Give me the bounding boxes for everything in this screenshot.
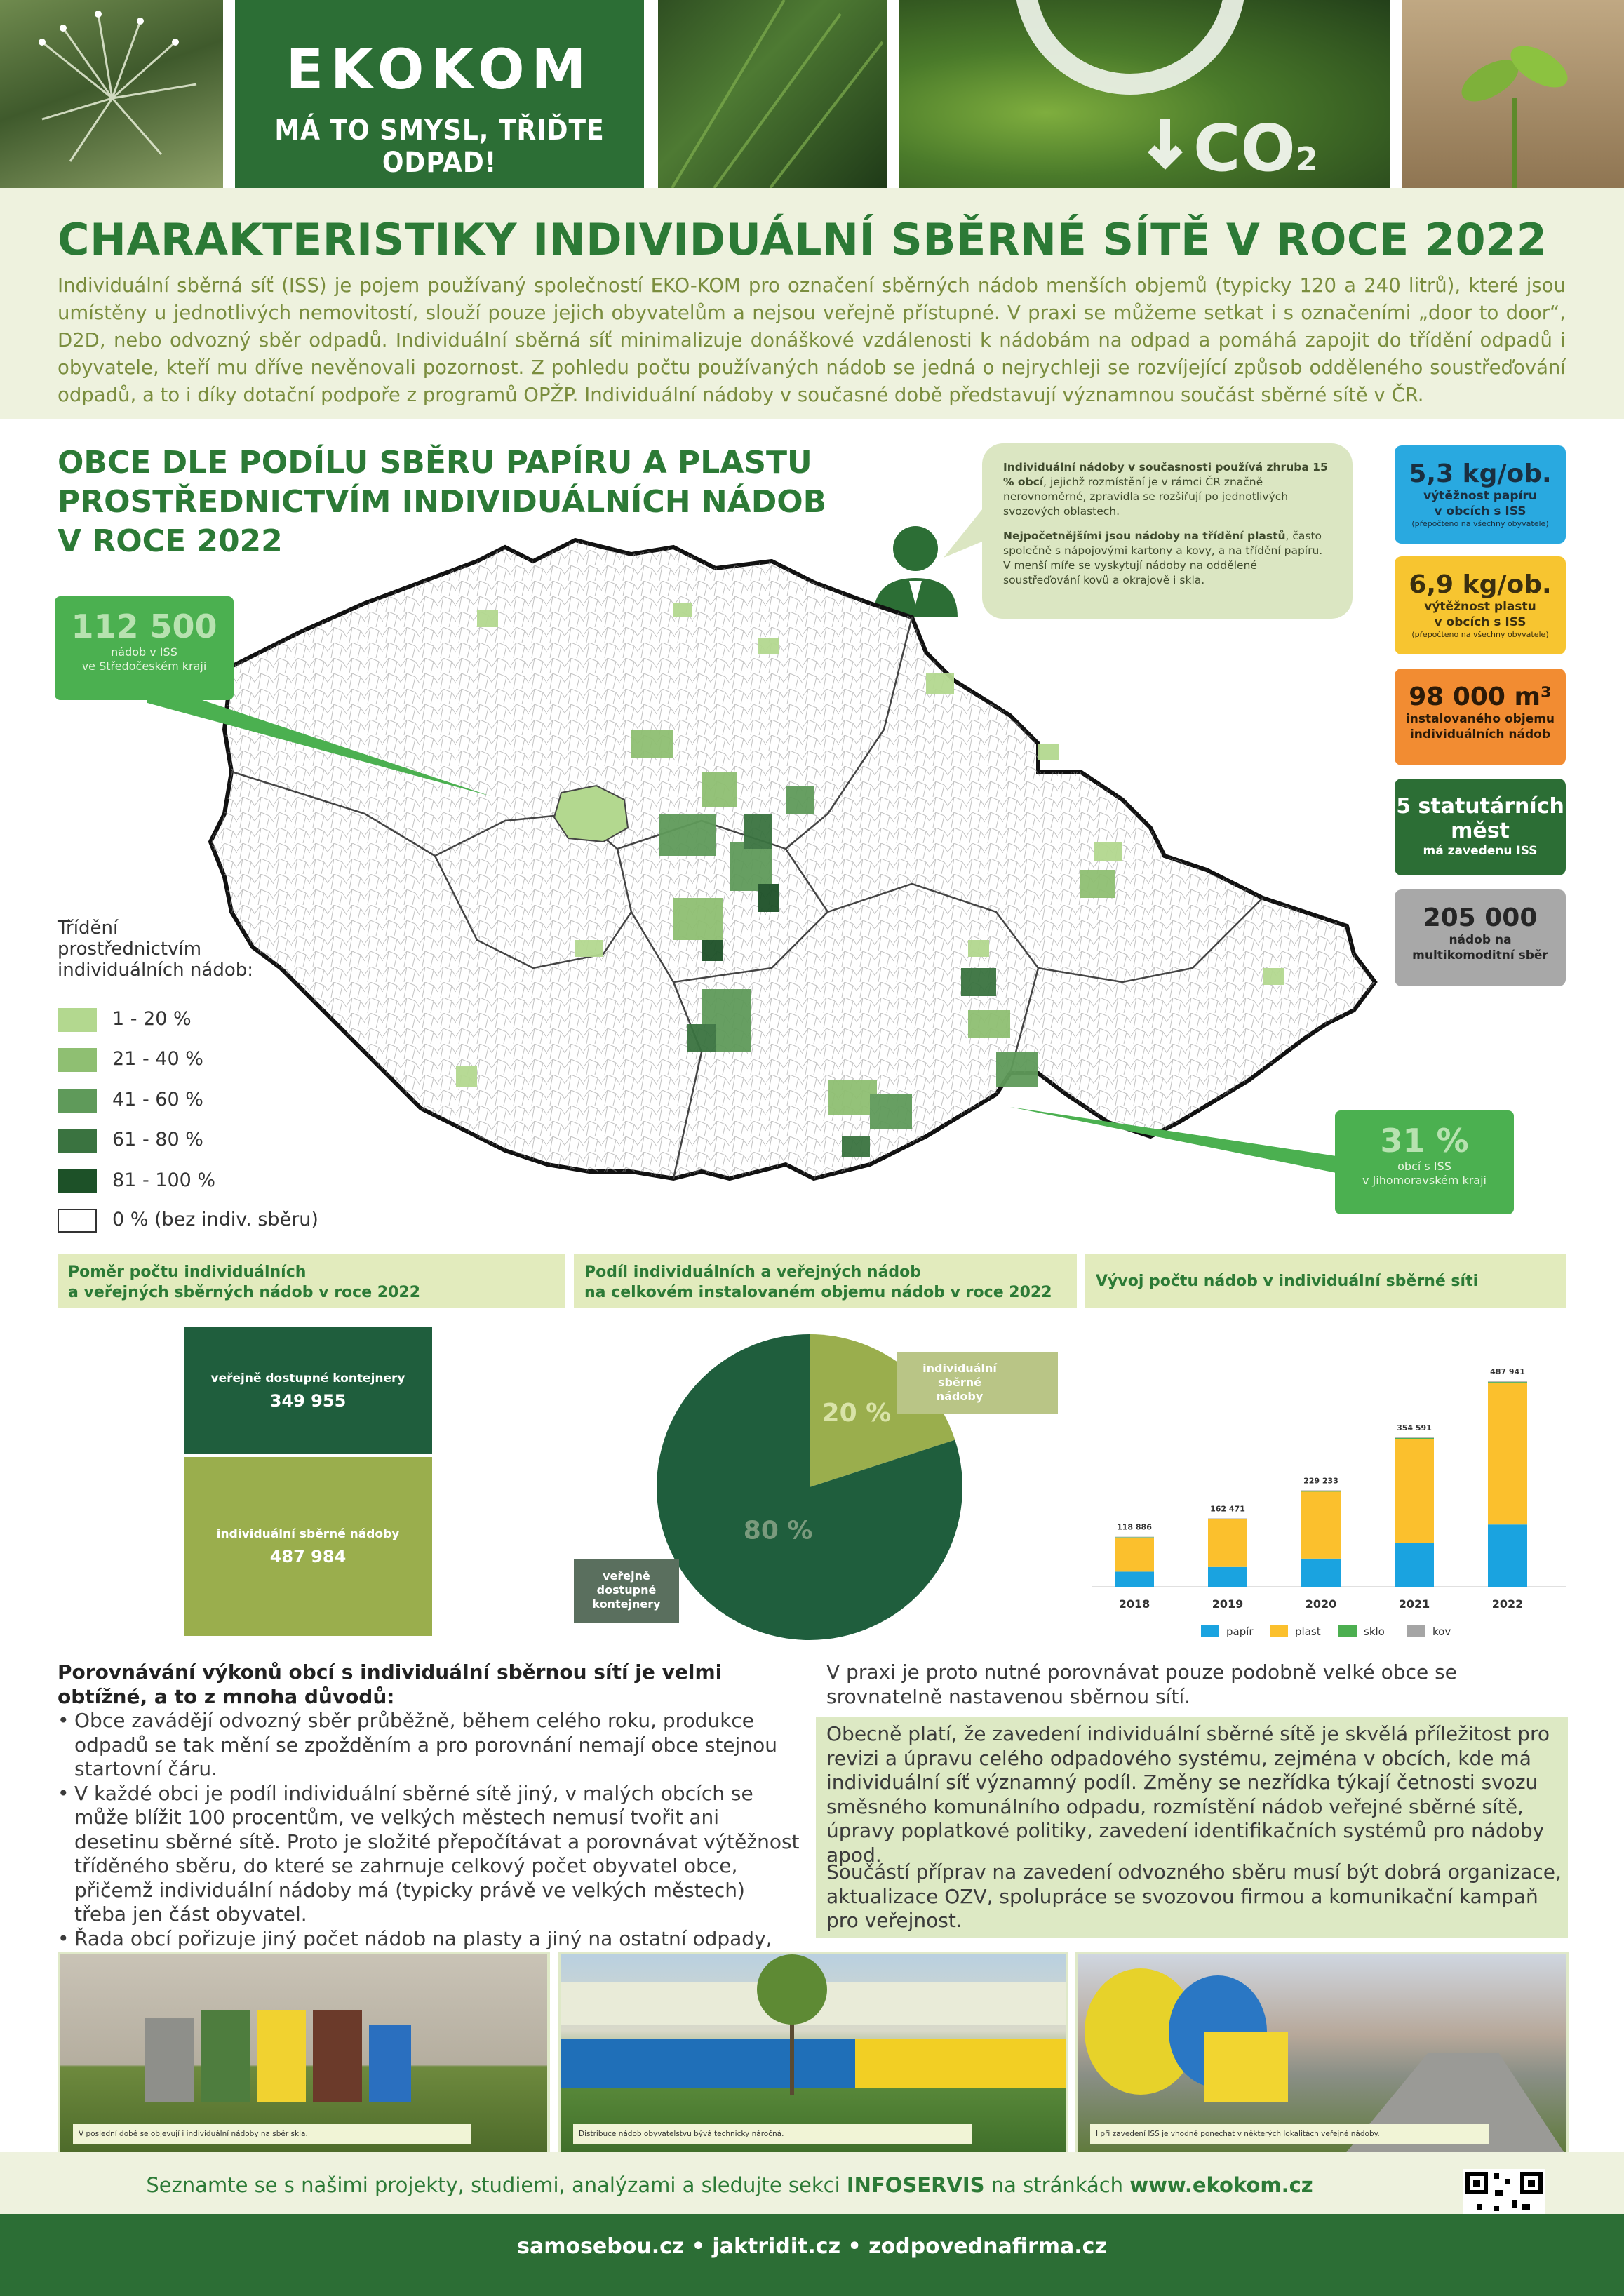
bar-total-label: 487 941: [1490, 1367, 1525, 1377]
photo-caption: V poslední době se objevují i individuální nádoby na sběr skla.: [73, 2124, 471, 2144]
bar-segment-papír: [1488, 1524, 1527, 1587]
bar-public-containers: [184, 1327, 432, 1454]
co2-label: CO2: [1193, 111, 1318, 186]
pie-legend-label: sběrné: [938, 1376, 981, 1389]
legend-swatch: [1338, 1625, 1357, 1637]
bar-total-label: 229 233: [1303, 1476, 1338, 1486]
bar-segment-plast: [1488, 1383, 1527, 1525]
header-photo-pine: [0, 0, 223, 188]
bar-segment-kov: [1395, 1437, 1434, 1438]
text-right-p1: V praxi je proto nutné porovnávat pouze podobně velké obce se srovnatelně nastavenou sběrnou sítí.: [826, 1660, 1457, 1708]
stat-plastic-yield: 6,9 kg/ob. výtěžnost plastu v obcích s ISS (přepočteno na všechny obyvatele): [1395, 556, 1566, 654]
map-callout: Individuální nádoby v současnosti používá zhruba 15 % obcí, jejichž rozmístění je v rámci ČR značně nerovnoměrné, zpravidla se rozšiřují po jednotlivých svozových oblastech. Nejpočetnějšími jsou nádoby na třídění plastů, často společně s nápojovými kartony a kovy, a na třídění papíru. V menší míře se vyskytují nádoby na oddělené soustřeďování kovů a okrajově i skla.: [982, 443, 1353, 619]
pie-slice-label: 20 %: [821, 1399, 892, 1428]
list-item: • Řada obcí pořizuje jiný počet nádob na plasty a jiný na ostatní odpady,: [58, 1927, 801, 1975]
chart-container-counts: [184, 1327, 432, 1639]
legend-swatch: [1270, 1625, 1288, 1637]
ekokom-logo: [235, 0, 644, 188]
fern-illustration: [658, 0, 887, 188]
badge-stredocesky: 112 500 nádob v ISS ve Středočeském kraji: [55, 596, 234, 700]
bar-segment-papír: [1208, 1567, 1247, 1587]
bar-segment-plast: [1395, 1439, 1434, 1543]
x-tick-label: 2019: [1212, 1597, 1244, 1611]
badge-jihomoravsky: 31 % obcí s ISS v Jihomoravském kraji: [1335, 1110, 1514, 1214]
chart-pie-volume: [574, 1319, 1077, 1649]
legend-label: kov: [1432, 1625, 1451, 1638]
legend-swatch: [1201, 1625, 1219, 1637]
legend-swatch: [1407, 1625, 1425, 1637]
pie-legend-label: nádoby: [936, 1390, 984, 1403]
bar-value-label: 487 984: [269, 1546, 347, 1566]
photo-bin-distribution: [558, 1952, 1068, 2158]
stat-cities: 5 statutárních měst má zavedenu ISS: [1395, 779, 1566, 875]
text-left-lead: Porovnávání výkonů obcí s individuální sběrnou sítí je velmi obtížné, a to z mnoha důvodů:: [58, 1660, 723, 1708]
x-tick-label: 2021: [1398, 1597, 1430, 1611]
stat-volume: 98 000 m³ instalovaného objemu individuálních nádob: [1395, 669, 1566, 765]
bar-category-label: individuální sběrné nádoby: [216, 1526, 400, 1541]
stat-paper-yield: 5,3 kg/ob. výtěžnost papíru v obcích s ISS (přepočteno na všechny obyvatele): [1395, 445, 1566, 544]
chart3-header: Vývoj počtu nádob v individuální sběrné síti: [1085, 1254, 1566, 1308]
legend-title: Třídění prostřednictvím individuálních nádob:: [58, 918, 254, 981]
bar-segment-sklo: [1488, 1382, 1527, 1383]
x-tick-label: 2022: [1491, 1597, 1524, 1611]
sprout-illustration: [1402, 0, 1624, 188]
text-right-p2: Obecně platí, že zavedení individuální sběrné sítě je skvělá příležitost pro revizi a úpravu celého odpadového systému, zejména v obcích, kde má individuální síť významný podíl. Změny se nezřídka týkají četnosti svozu směsného komunálního odpadu, rozmístění nádob veřejné sběrné sítě, úpravy poplatkové politiky, zavedení identifikačních systémů pro nádoby apod.: [826, 1722, 1550, 1867]
legend-label: plast: [1295, 1625, 1321, 1638]
pine-needles-illustration: [0, 0, 223, 188]
header-photo-sprout: [1402, 0, 1624, 188]
legend-label: papír: [1226, 1625, 1254, 1638]
x-tick-label: 2020: [1305, 1597, 1337, 1611]
list-item: • V každé obci je podíl individuální sběrné sítě jiný, v malých obcích se může blížit 100 procentům, ve velkých městech nemusí tvořit ani desetinu sběrné sítě. Proto je složité přepočítávat a porovnávat výtěžnost tříděného sběru, do které se zahrnuje celkový počet obyvatel obce, přičemž individuální nádoby má (typicky právě ve velkých městech) třeba jen část obyvatel.: [58, 1782, 801, 1927]
chart-bars-trend: [1085, 1319, 1566, 1642]
logo-tagline: MÁ TO SMYSL, TŘIĎTE ODPAD!: [274, 114, 605, 179]
ekokom-link[interactable]: www.ekokom.cz: [1129, 2173, 1313, 2197]
pie-legend-label: veřejně: [603, 1569, 650, 1583]
bar-category-label: veřejně dostupné kontejnery: [210, 1371, 405, 1385]
bar-segment-sklo: [1395, 1438, 1434, 1439]
logo-wordmark: EKOKOM: [286, 39, 593, 102]
bar-total-label: 162 471: [1210, 1504, 1245, 1514]
footer-links[interactable]: samosebou.cz • jaktridit.cz • zodpovednafirma.cz: [517, 2234, 1107, 2259]
x-tick-label: 2018: [1118, 1597, 1150, 1611]
text-right-p3: Součástí příprav na zavedení odvozného sběru musí být dobrá organizace, aktualizace OZV, spolupráce se svozovou firmou a komunikační kampaň pro veřejnost.: [826, 1860, 1562, 1932]
pie-legend-label: individuální: [922, 1362, 997, 1375]
pie-legend-label: dostupné: [596, 1583, 657, 1597]
bar-segment-kov: [1301, 1490, 1341, 1491]
legend-label: sklo: [1364, 1625, 1385, 1638]
bar-segment-plast: [1208, 1519, 1247, 1567]
bar-value-label: 349 955: [269, 1390, 347, 1411]
bar-segment-papír: [1395, 1543, 1434, 1587]
photo-glass-bins: [58, 1952, 550, 2158]
text-left-column: [58, 1660, 801, 1975]
stat-multicommodity: 205 000 nádob na multikomoditní sběr: [1395, 889, 1566, 986]
header-photo-fern: [658, 0, 887, 188]
bar-segment-plast: [1115, 1538, 1154, 1572]
bar-segment-kov: [1488, 1381, 1527, 1382]
bar-segment-papír: [1115, 1571, 1154, 1587]
photo-caption: I při zavedení ISS je vhodné ponechat v některých lokalitách veřejné nádoby.: [1090, 2124, 1489, 2144]
pie-slice-label: 80 %: [743, 1516, 813, 1545]
photo-caption: Distribuce nádob obyvatelstvu bývá technicky náročná.: [573, 2124, 972, 2144]
map-section-title: OBCE DLE PODÍLU SBĚRU PAPÍRU A PLASTU PROSTŘEDNICTVÍM INDIVIDUÁLNÍCH NÁDOB V ROCE 2022: [58, 445, 827, 559]
bar-segment-plast: [1301, 1491, 1341, 1558]
reasons-list: [58, 1709, 801, 1975]
header-photo-moss: [899, 0, 1390, 188]
bar-total-label: 354 591: [1397, 1423, 1432, 1433]
chart1-header: Poměr počtu individuálních a veřejných sběrných nádob v roce 2022: [58, 1254, 565, 1308]
bar-total-label: 118 886: [1117, 1522, 1152, 1532]
pie-legend-label: kontejnery: [592, 1597, 661, 1611]
chart2-header: Podíl individuálních a veřejných nádob na celkovém instalovaném objemu nádob v roce 2022: [574, 1254, 1077, 1308]
bar-individual-bins: [184, 1457, 432, 1636]
bar-segment-kov: [1115, 1537, 1154, 1538]
footer-info-text: Seznamte se s našimi projekty, studiemi, analýzami a sledujte sekci INFOSERVIS na stránkách www.ekokom.cz: [146, 2173, 1313, 2197]
photo-public-containers: [1075, 1952, 1569, 2158]
intro-paragraph: Individuální sběrná síť (ISS) je pojem používaný společností EKO-KOM pro označení sběrných nádob menších objemů (typicky 120 a 240 litrů), které jsou umístěny u jednotlivých nemovitostí, slouží pouze jejich obyvatelům a nejsou veřejně přístupné. V praxi se můžeme setkat i s označeními „door to door“, D2D, nebo odvozný sběr odpadů. Individuální sběrná síť minimalizuje donáškové vzdálenosti k nádobám na odpad a pomáhá zapojit do třídění odpadů i obyvatele, kteří mu dříve nevěnovali pozornost. Z pohledu počtu používaných nádob se jedná o nejrychleji se rozvíjející způsob odděleného soustřeďování odpadů, a to i díky dotační podpoře z programů OPŽP. Individuální nádoby v současné době představují významnou součást sběrné sítě v ČR.: [58, 274, 1566, 406]
bar-segment-papír: [1301, 1559, 1341, 1587]
page-title: CHARAKTERISTIKY INDIVIDUÁLNÍ SBĚRNÉ SÍTĚ V ROCE 2022: [58, 214, 1548, 265]
bar-segment-sklo: [1115, 1537, 1154, 1538]
list-item: • Obce zavádějí odvozný sběr průběžně, během celého roku, produkce odpadů se tak mění se zpožděním a pro porovnání nemají obce stejnou startovní čáru.: [58, 1709, 801, 1782]
